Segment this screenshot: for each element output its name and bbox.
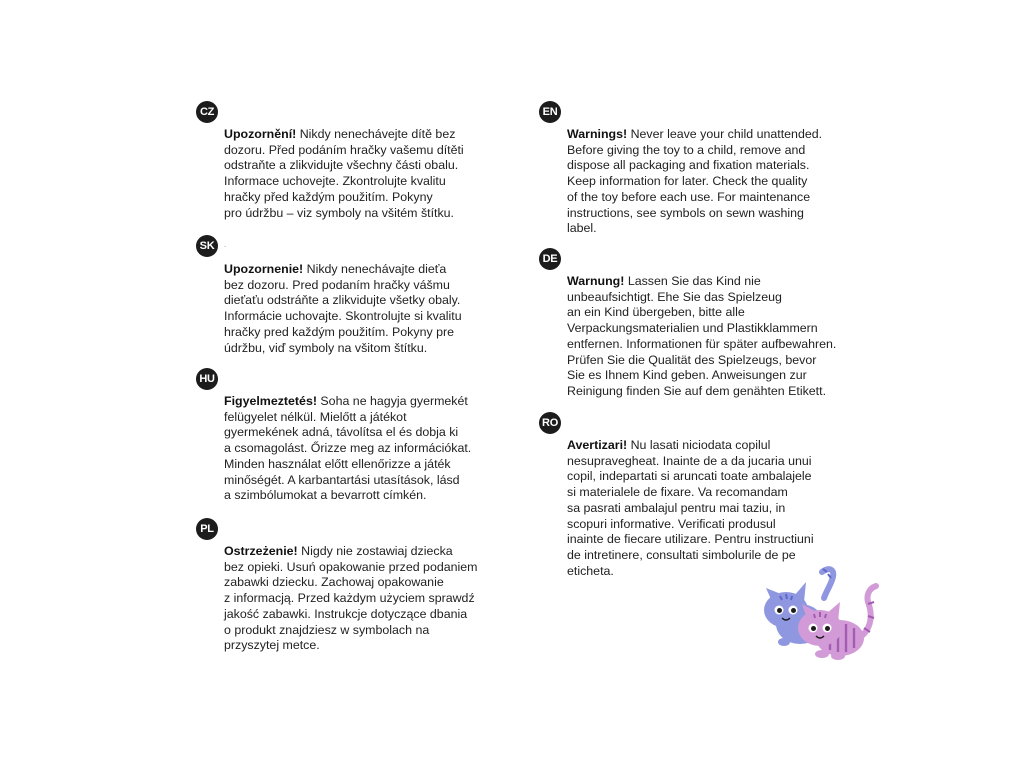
text-line: z informacją. Przed każdym użyciem sprawdź	[224, 591, 475, 606]
warning-heading-ro: Avertizari!	[567, 438, 628, 452]
pink-cat	[798, 586, 876, 660]
language-badge-de: DE	[539, 248, 561, 270]
text-line: o produkt znajdziesz w symbolach na	[224, 622, 430, 637]
text-line: Keep information for later. Check the quality	[567, 174, 808, 189]
text-line: dozoru. Před podáním hračky vašemu dítěti	[224, 142, 464, 157]
language-badge-ro: RO	[539, 412, 561, 434]
language-badge-hu: HU	[196, 368, 218, 390]
text-line: Verpackungsmaterialien und Plastikklammern	[567, 321, 818, 336]
warning-text-ro	[567, 438, 814, 579]
text-line: entfernen. Informationen für später aufbewahren.	[567, 336, 837, 351]
text-line: Reinigung finden Sie auf dem genähten Etikett.	[567, 383, 827, 398]
language-badge-en: EN	[539, 101, 561, 123]
language-badge-cz: CZ	[196, 101, 218, 123]
text-line: jakość zabawki. Instrukcje dotyczące dbania	[224, 606, 468, 621]
text-line: odstraňte a zlikvidujte všechny části obalu.	[224, 158, 459, 173]
text-line: label.	[567, 221, 597, 236]
warning-heading-sk: Upozornenie!	[224, 262, 304, 276]
text-line: przyszytej metce.	[224, 638, 320, 653]
warning-heading-en: Warnings!	[567, 127, 628, 141]
text-line: nesupravegheat. Inainte de a da jucaria unui	[567, 453, 812, 468]
text-line: hračky před každým použitím. Pokyny	[224, 189, 433, 204]
text-line: felügyelet nélkül. Mielőtt a játékot	[224, 409, 407, 424]
language-badge-sk: SK	[196, 235, 218, 257]
warning-text-hu	[224, 394, 471, 504]
text-line: Never leave your child unattended.	[630, 127, 823, 141]
text-line: Minden használat előtt ellenőrizze a játék	[224, 456, 451, 471]
warning-heading-pl: Ostrzeżenie!	[224, 544, 298, 558]
warning-text-cz	[224, 127, 464, 221]
warning-text-pl	[224, 544, 477, 654]
text-line: Informácie uchovajte. Skontrolujte si kvalitu	[224, 309, 462, 324]
language-badge-pl: PL	[196, 518, 218, 540]
text-line: Nigdy nie zostawiaj dziecka	[301, 544, 453, 558]
text-line: Before giving the toy to a child, remove and	[567, 142, 806, 157]
text-line: of the toy before each use. For maintenance	[567, 189, 811, 204]
text-line: instructions, see symbols on sewn washing	[567, 205, 804, 220]
text-line: Soha ne hagyja gyermekét	[320, 394, 468, 408]
text-line: pro údržbu – viz symboly na všitém štítku.	[224, 205, 455, 220]
text-line: an ein Kind übergeben, bitte alle	[567, 305, 745, 320]
text-line: si materialele de fixare. Va recomandam	[567, 485, 788, 500]
warning-heading-hu: Figyelmeztetés!	[224, 394, 317, 408]
text-line: a csomagolást. Őrizze meg az információkat.	[224, 441, 472, 456]
text-line: de intretinere, consultati simbolurile de pe	[567, 547, 796, 562]
text-line: minőségét. A karbantartási utasítások, lásd	[224, 472, 460, 487]
text-line: sa pasrati ambalajul pentru mai taziu, in	[567, 500, 786, 515]
text-line: dispose all packaging and fixation materials.	[567, 158, 810, 173]
text-line: copil, indepartati si aruncati toate ambalajele	[567, 469, 812, 484]
text-line: bez opieki. Usuń opakowanie przed podaniem	[224, 559, 478, 574]
warning-heading-de: Warnung!	[567, 274, 625, 288]
warning-text-de	[567, 274, 836, 400]
text-line: eticheta.	[567, 563, 614, 578]
text-line: Sie es Ihnem Kind geben. Anweisungen zur	[567, 368, 807, 383]
warning-text-sk	[224, 262, 462, 356]
text-line: zabawki dziecku. Zachowaj opakowanie	[224, 575, 444, 590]
warning-heading-cz: Upozornění!	[224, 127, 297, 141]
text-line: Nikdy nenechávajte dieťa	[306, 262, 447, 276]
text-line: Nu lasati niciodata copilul	[630, 438, 771, 452]
text-line: gyermekének adná, távolítsa el és dobja ki	[224, 425, 459, 440]
text-line: a szimbólumokat a bevarrott címkén.	[224, 488, 427, 503]
text-line: Informace uchovejte. Zkontrolujte kvalitu	[224, 174, 446, 189]
text-line: inainte de fiecare utilizare. Pentru instructiuni	[567, 532, 814, 547]
text-line: Lassen Sie das Kind nie	[627, 274, 761, 288]
text-line: dieťaťu odstráňte a zlikvidujte všetky obaly.	[224, 293, 461, 308]
stray-mark: .	[224, 240, 227, 249]
text-line: Prüfen Sie die Qualität des Spielzeugs, bevor	[567, 352, 817, 367]
text-line: hračky pred každým použitím. Pokyny pre	[224, 324, 455, 339]
warning-text-en	[567, 127, 822, 237]
text-line: údržbu, viď symboly na všitom štítku.	[224, 340, 428, 355]
text-line: scopuri informative. Verificati produsul	[567, 516, 776, 531]
text-line: bez dozoru. Pred podaním hračky vášmu	[224, 277, 450, 292]
two-cats-illustration	[760, 562, 882, 662]
text-line: Nikdy nenechávejte dítě bez	[299, 127, 456, 141]
text-line: unbeaufsichtigt. Ehe Sie das Spielzeug	[567, 289, 782, 304]
